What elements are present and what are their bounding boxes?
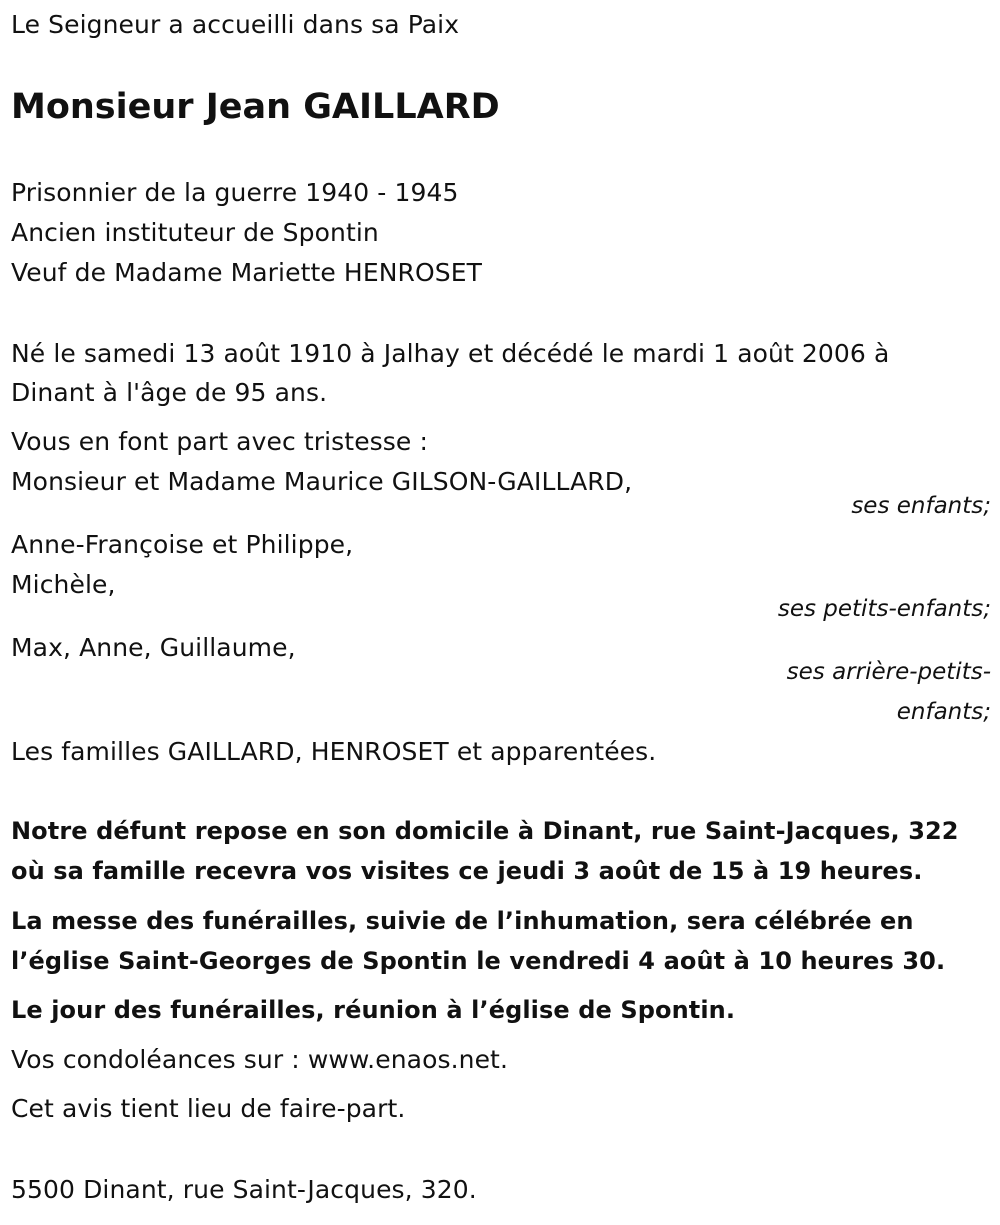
grandchildren-names-2: Michèle, <box>11 570 116 599</box>
grandchildren-relation: ses petits-enfants; <box>777 596 991 622</box>
intro-text: Le Seigneur a accueilli dans sa Paix <box>11 10 460 39</box>
birth-death-line-2: Dinant à l'âge de 95 ans. <box>11 378 328 407</box>
mass-line-1: La messe des funérailles, suivie de l’inhumation, sera célébrée en <box>11 907 914 935</box>
great-grandchildren-relation-2: enfants; <box>896 699 991 725</box>
grandchildren-names-1: Anne-Françoise et Philippe, <box>11 530 354 559</box>
title-line-2: Ancien instituteur de Spontin <box>11 218 379 247</box>
meeting-text: Le jour des funérailles, réunion à l’église de Spontin. <box>11 996 736 1024</box>
notice-text: Cet avis tient lieu de faire-part. <box>11 1094 406 1123</box>
rest-line-1: Notre défunt repose en son domicile à Dinant, rue Saint-Jacques, 322 <box>11 817 959 845</box>
children-names: Monsieur et Madame Maurice GILSON-GAILLARD, <box>11 467 633 496</box>
great-grandchildren-relation-1: ses arrière-petits- <box>786 659 991 685</box>
children-relation: ses enfants; <box>851 493 991 519</box>
families-text: Les familles GAILLARD, HENROSET et apparentées. <box>11 737 657 766</box>
rest-line-2: où sa famille recevra vos visites ce jeudi 3 août de 15 à 19 heures. <box>11 857 923 885</box>
announcement-text: Vous en font part avec tristesse : <box>11 427 428 456</box>
title-line-3: Veuf de Madame Mariette HENROSET <box>11 258 482 287</box>
deceased-name: Monsieur Jean GAILLARD <box>11 87 500 127</box>
mass-line-2: l’église Saint-Georges de Spontin le vendredi 4 août à 10 heures 30. <box>11 947 946 975</box>
title-line-1: Prisonnier de la guerre 1940 - 1945 <box>11 178 459 207</box>
condolences-text: Vos condoléances sur : www.enaos.net. <box>11 1045 509 1074</box>
address-text: 5500 Dinant, rue Saint-Jacques, 320. <box>11 1175 477 1204</box>
birth-death-line-1: Né le samedi 13 août 1910 à Jalhay et décédé le mardi 1 août 2006 à <box>11 339 890 368</box>
great-grandchildren-names: Max, Anne, Guillaume, <box>11 633 296 662</box>
